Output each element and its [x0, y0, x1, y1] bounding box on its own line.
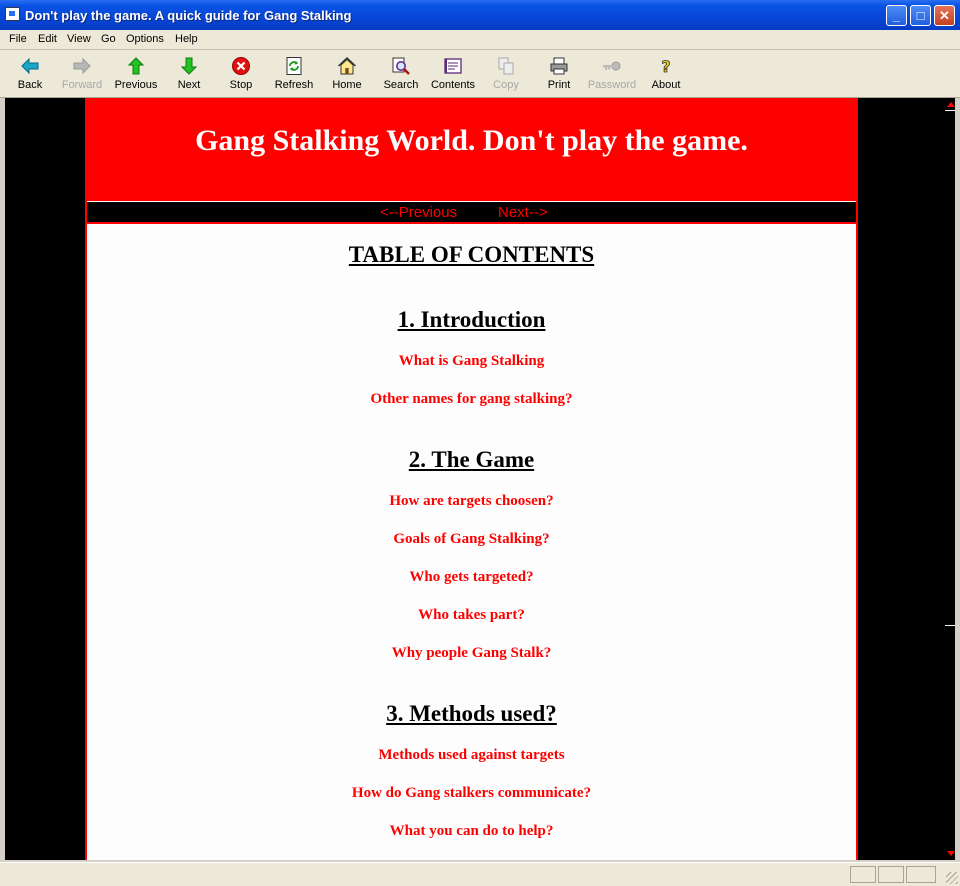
- previous-button[interactable]: [110, 56, 162, 96]
- menu-options[interactable]: Options: [126, 33, 164, 45]
- back-button[interactable]: [4, 56, 56, 96]
- menu-help[interactable]: Help: [175, 33, 198, 45]
- refresh-icon: [284, 56, 304, 76]
- previous-label: Previous: [114, 79, 158, 91]
- about-label: About: [651, 79, 681, 91]
- password-label: Password: [587, 79, 637, 91]
- toc-link[interactable]: How do Gang stalkers communicate?: [351, 785, 592, 801]
- copy-icon: [496, 56, 516, 76]
- toc-link[interactable]: Who gets targeted?: [409, 569, 534, 585]
- print-button[interactable]: [533, 56, 585, 96]
- help-content-pane[interactable]: [5, 98, 955, 860]
- toc-link[interactable]: Other names for gang stalking?: [370, 391, 573, 407]
- search-label: Search: [383, 79, 419, 91]
- toc-link[interactable]: Methods used against targets: [378, 747, 565, 763]
- toc-link[interactable]: Goals of Gang Stalking?: [393, 531, 550, 547]
- minimize-button[interactable]: _: [886, 5, 907, 26]
- toolbar: [0, 50, 960, 98]
- window-title: Don't play the game. A quick guide for Gang Stalking: [25, 8, 352, 23]
- scroll-down-icon[interactable]: [947, 851, 955, 856]
- help-book-icon: [5, 7, 20, 21]
- search-icon: [391, 56, 411, 76]
- home-label: Home: [332, 79, 362, 91]
- printer-icon: [549, 56, 569, 76]
- menu-go[interactable]: Go: [101, 33, 116, 45]
- nav-next-link[interactable]: Next-->: [498, 204, 548, 221]
- scrollbar-thumb-mark[interactable]: [945, 625, 955, 626]
- vertical-scrollbar[interactable]: [945, 98, 955, 860]
- toc-heading: TABLE OF CONTENTS: [348, 242, 595, 267]
- toc-link[interactable]: What is Gang Stalking: [398, 353, 545, 369]
- menu-edit[interactable]: Edit: [38, 33, 57, 45]
- question-icon: [656, 56, 676, 76]
- about-button[interactable]: [640, 56, 692, 96]
- search-button[interactable]: [375, 56, 427, 96]
- title-bar: [0, 0, 960, 30]
- copy-button[interactable]: [480, 56, 532, 96]
- nav-previous-link[interactable]: <--Previous: [380, 204, 458, 221]
- menu-bar: [0, 30, 960, 50]
- back-arrow-icon: [20, 56, 40, 76]
- next-label: Next: [177, 79, 201, 91]
- forward-label: Forward: [61, 79, 103, 91]
- section-heading: 3. Methods used?: [386, 701, 557, 726]
- refresh-label: Refresh: [274, 79, 314, 91]
- status-pane: [906, 866, 936, 883]
- toc-link[interactable]: What you can do to help?: [389, 823, 554, 839]
- svg-text:?: ?: [661, 57, 671, 76]
- contents-label: Contents: [430, 79, 476, 91]
- page-banner: [87, 98, 856, 201]
- forward-arrow-icon: [72, 56, 92, 76]
- menu-file[interactable]: File: [9, 33, 27, 45]
- stop-label: Stop: [229, 79, 253, 91]
- copy-label: Copy: [493, 79, 519, 91]
- next-button[interactable]: [163, 56, 215, 96]
- refresh-button[interactable]: [268, 56, 320, 96]
- scroll-up-icon[interactable]: [947, 102, 955, 107]
- page-nav-strip: [87, 202, 856, 224]
- up-arrow-icon: [126, 56, 146, 76]
- resize-grip-icon[interactable]: [946, 872, 958, 884]
- print-label: Print: [547, 79, 571, 91]
- close-button[interactable]: ✕: [934, 5, 955, 26]
- forward-button[interactable]: [56, 56, 108, 96]
- back-label: Back: [17, 79, 43, 91]
- menu-view[interactable]: View: [67, 33, 91, 45]
- banner-title: Gang Stalking World. Don't play the game.: [195, 124, 748, 157]
- toc-link[interactable]: How are targets choosen?: [389, 493, 554, 509]
- section-heading: 2. The Game: [408, 447, 535, 472]
- help-page: [85, 98, 858, 860]
- down-arrow-icon: [179, 56, 199, 76]
- toc-link[interactable]: Why people Gang Stalk?: [391, 645, 552, 661]
- contents-icon: [443, 56, 463, 76]
- status-pane: [878, 866, 904, 883]
- maximize-button[interactable]: □: [910, 5, 931, 26]
- stop-icon: [231, 56, 251, 76]
- scrollbar-track-mark: [945, 110, 955, 111]
- toc-link[interactable]: Who takes part?: [418, 607, 525, 623]
- home-button[interactable]: [321, 56, 373, 96]
- stop-button[interactable]: [215, 56, 267, 96]
- home-icon: [337, 56, 357, 76]
- key-icon: [602, 56, 622, 76]
- section-heading: 1. Introduction: [397, 307, 546, 332]
- password-button[interactable]: [586, 56, 638, 96]
- status-bar: [0, 862, 960, 886]
- contents-button[interactable]: [427, 56, 479, 96]
- status-pane: [850, 866, 876, 883]
